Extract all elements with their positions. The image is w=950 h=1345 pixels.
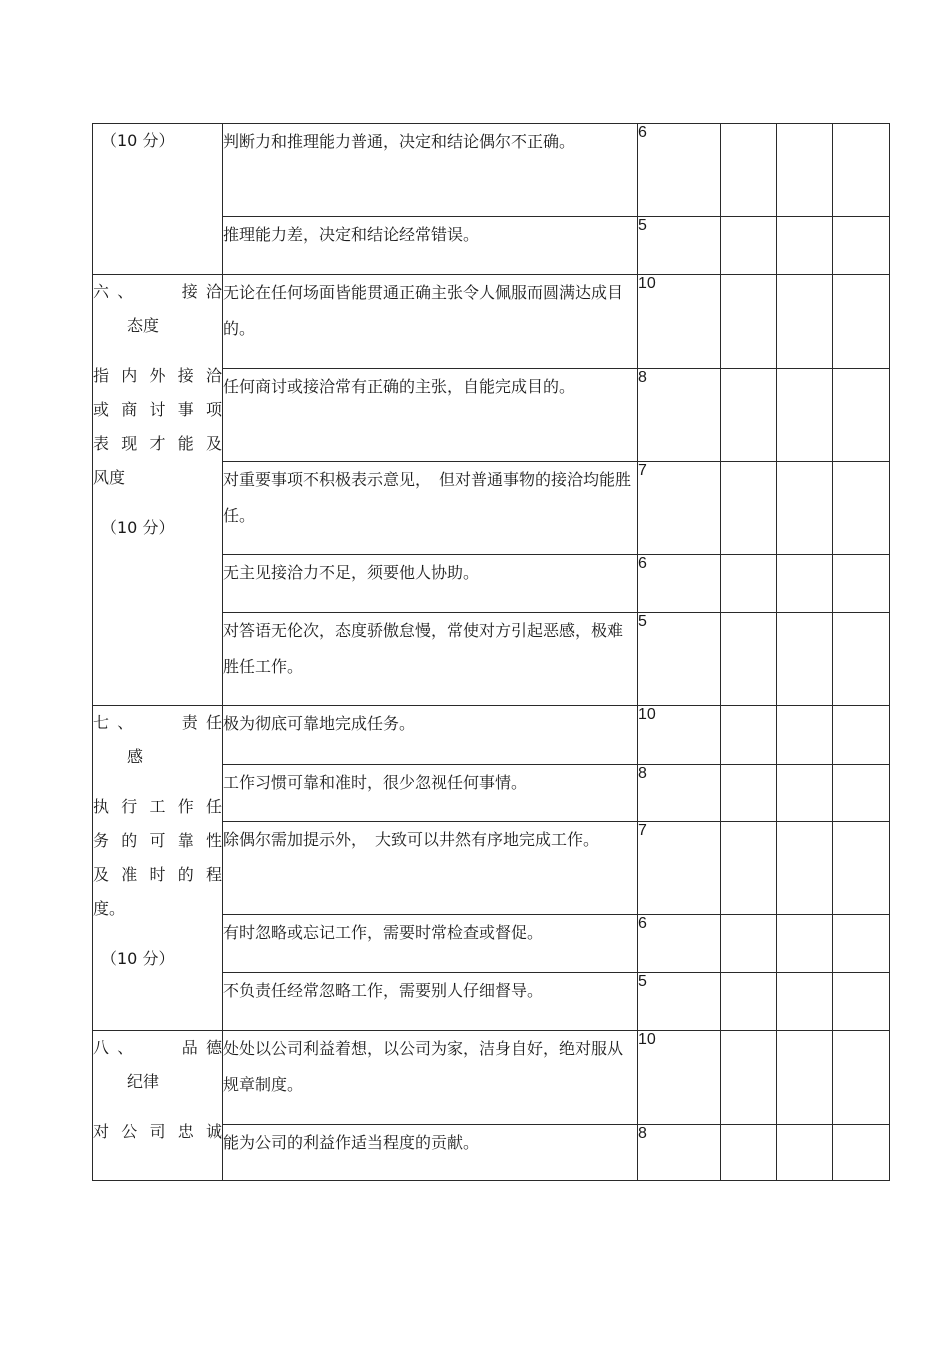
category-points: （10 分） [101, 131, 175, 150]
rating-cell[interactable] [777, 124, 833, 217]
rating-cell[interactable] [721, 613, 777, 706]
rating-cell[interactable] [833, 706, 890, 765]
rating-cell[interactable] [833, 555, 890, 613]
category-heading: 纪律 [127, 1072, 160, 1091]
rating-cell[interactable] [721, 706, 777, 765]
rating-cell[interactable] [833, 1125, 890, 1181]
category-description: 度。 [93, 899, 126, 918]
rating-cell[interactable] [721, 765, 777, 822]
category-description: 及准时的程 [93, 865, 222, 884]
criterion-score: 6 [638, 915, 721, 973]
rating-cell[interactable] [721, 369, 777, 462]
criterion-description: 工作习惯可靠和准时，很少忽视任何事情。 [223, 765, 638, 822]
rating-cell[interactable] [833, 124, 890, 217]
rating-cell[interactable] [777, 217, 833, 275]
criterion-score: 7 [638, 462, 721, 555]
criterion-score: 10 [638, 706, 721, 765]
rating-cell[interactable] [833, 973, 890, 1031]
category-description: 务的可靠性 [93, 831, 222, 850]
category-description: 对公司忠诚 [93, 1122, 222, 1141]
rating-cell[interactable] [721, 124, 777, 217]
rating-cell[interactable] [721, 462, 777, 555]
rating-cell[interactable] [777, 822, 833, 915]
category-points: （10 分） [101, 949, 175, 968]
criterion-description: 不负责任经常忽略工作，需要别人仔细督导。 [223, 973, 638, 1031]
criterion-description: 除偶尔需加提示外， 大致可以井然有序地完成工作。 [223, 822, 638, 915]
criterion-description: 有时忽略或忘记工作，需要时常检查或督促。 [223, 915, 638, 973]
category-heading: 态度 [127, 316, 160, 335]
rating-cell[interactable] [721, 217, 777, 275]
criterion-score: 7 [638, 822, 721, 915]
rating-cell[interactable] [721, 822, 777, 915]
rating-cell[interactable] [721, 973, 777, 1031]
rating-cell[interactable] [777, 915, 833, 973]
rating-cell[interactable] [833, 1031, 890, 1125]
rating-cell[interactable] [833, 765, 890, 822]
evaluation-table [92, 123, 890, 1181]
criterion-description: 对重要事项不积极表示意见， 但对普通事物的接洽均能胜任。 [223, 462, 638, 555]
rating-cell[interactable] [777, 613, 833, 706]
category-description: 或商讨事项 [93, 400, 222, 419]
criterion-description: 极为彻底可靠地完成任务。 [223, 706, 638, 765]
category-heading: 八、 品德 [93, 1038, 222, 1057]
rating-cell[interactable] [777, 369, 833, 462]
criterion-description: 判断力和推理能力普通，决定和结论偶尔不正确。 [223, 124, 638, 217]
criterion-score: 5 [638, 973, 721, 1031]
criterion-description: 处处以公司利益着想，以公司为家，洁身自好，绝对服从规章制度。 [223, 1031, 638, 1125]
criterion-description: 能为公司的利益作适当程度的贡献。 [223, 1125, 638, 1181]
criterion-score: 8 [638, 369, 721, 462]
rating-cell[interactable] [721, 555, 777, 613]
criterion-description: 无论在任何场面皆能贯通正确主张令人佩服而圆满达成目的。 [223, 275, 638, 369]
criterion-score: 8 [638, 765, 721, 822]
category-heading: 七、 责任 [93, 713, 222, 732]
category-description: 表现才能及 [93, 434, 222, 453]
category-cell [93, 124, 223, 275]
rating-cell[interactable] [833, 915, 890, 973]
category-description: 指内外接洽 [93, 366, 222, 385]
criterion-score: 10 [638, 275, 721, 369]
rating-cell[interactable] [777, 765, 833, 822]
table-row [93, 706, 890, 765]
table-row [93, 1031, 890, 1125]
rating-cell[interactable] [721, 1031, 777, 1125]
criterion-score: 8 [638, 1125, 721, 1181]
criterion-description: 无主见接洽力不足，须要他人协助。 [223, 555, 638, 613]
criterion-score: 6 [638, 124, 721, 217]
category-heading: 感 [127, 747, 144, 766]
criterion-description: 推理能力差，决定和结论经常错误。 [223, 217, 638, 275]
rating-cell[interactable] [777, 706, 833, 765]
category-cell [93, 275, 223, 706]
rating-cell[interactable] [777, 462, 833, 555]
table-row [93, 275, 890, 369]
criterion-description: 任何商讨或接洽常有正确的主张，自能完成目的。 [223, 369, 638, 462]
category-heading: 六、 接洽 [93, 282, 222, 301]
category-cell [93, 1031, 223, 1181]
rating-cell[interactable] [833, 613, 890, 706]
rating-cell[interactable] [833, 822, 890, 915]
category-description: 风度 [93, 468, 126, 487]
rating-cell[interactable] [721, 275, 777, 369]
rating-cell[interactable] [777, 555, 833, 613]
criterion-score: 6 [638, 555, 721, 613]
rating-cell[interactable] [833, 217, 890, 275]
rating-cell[interactable] [777, 275, 833, 369]
rating-cell[interactable] [833, 275, 890, 369]
rating-cell[interactable] [833, 369, 890, 462]
criterion-score: 10 [638, 1031, 721, 1125]
rating-cell[interactable] [777, 1031, 833, 1125]
criterion-description: 对答语无伦次，态度骄傲怠慢，常使对方引起恶感，极难胜任工作。 [223, 613, 638, 706]
criterion-score: 5 [638, 613, 721, 706]
category-cell [93, 706, 223, 1031]
rating-cell[interactable] [721, 915, 777, 973]
rating-cell[interactable] [777, 973, 833, 1031]
rating-cell[interactable] [777, 1125, 833, 1181]
category-points: （10 分） [101, 518, 175, 537]
table-row [93, 124, 890, 217]
rating-cell[interactable] [721, 1125, 777, 1181]
rating-cell[interactable] [833, 462, 890, 555]
category-description: 执行工作任 [93, 797, 222, 816]
criterion-score: 5 [638, 217, 721, 275]
